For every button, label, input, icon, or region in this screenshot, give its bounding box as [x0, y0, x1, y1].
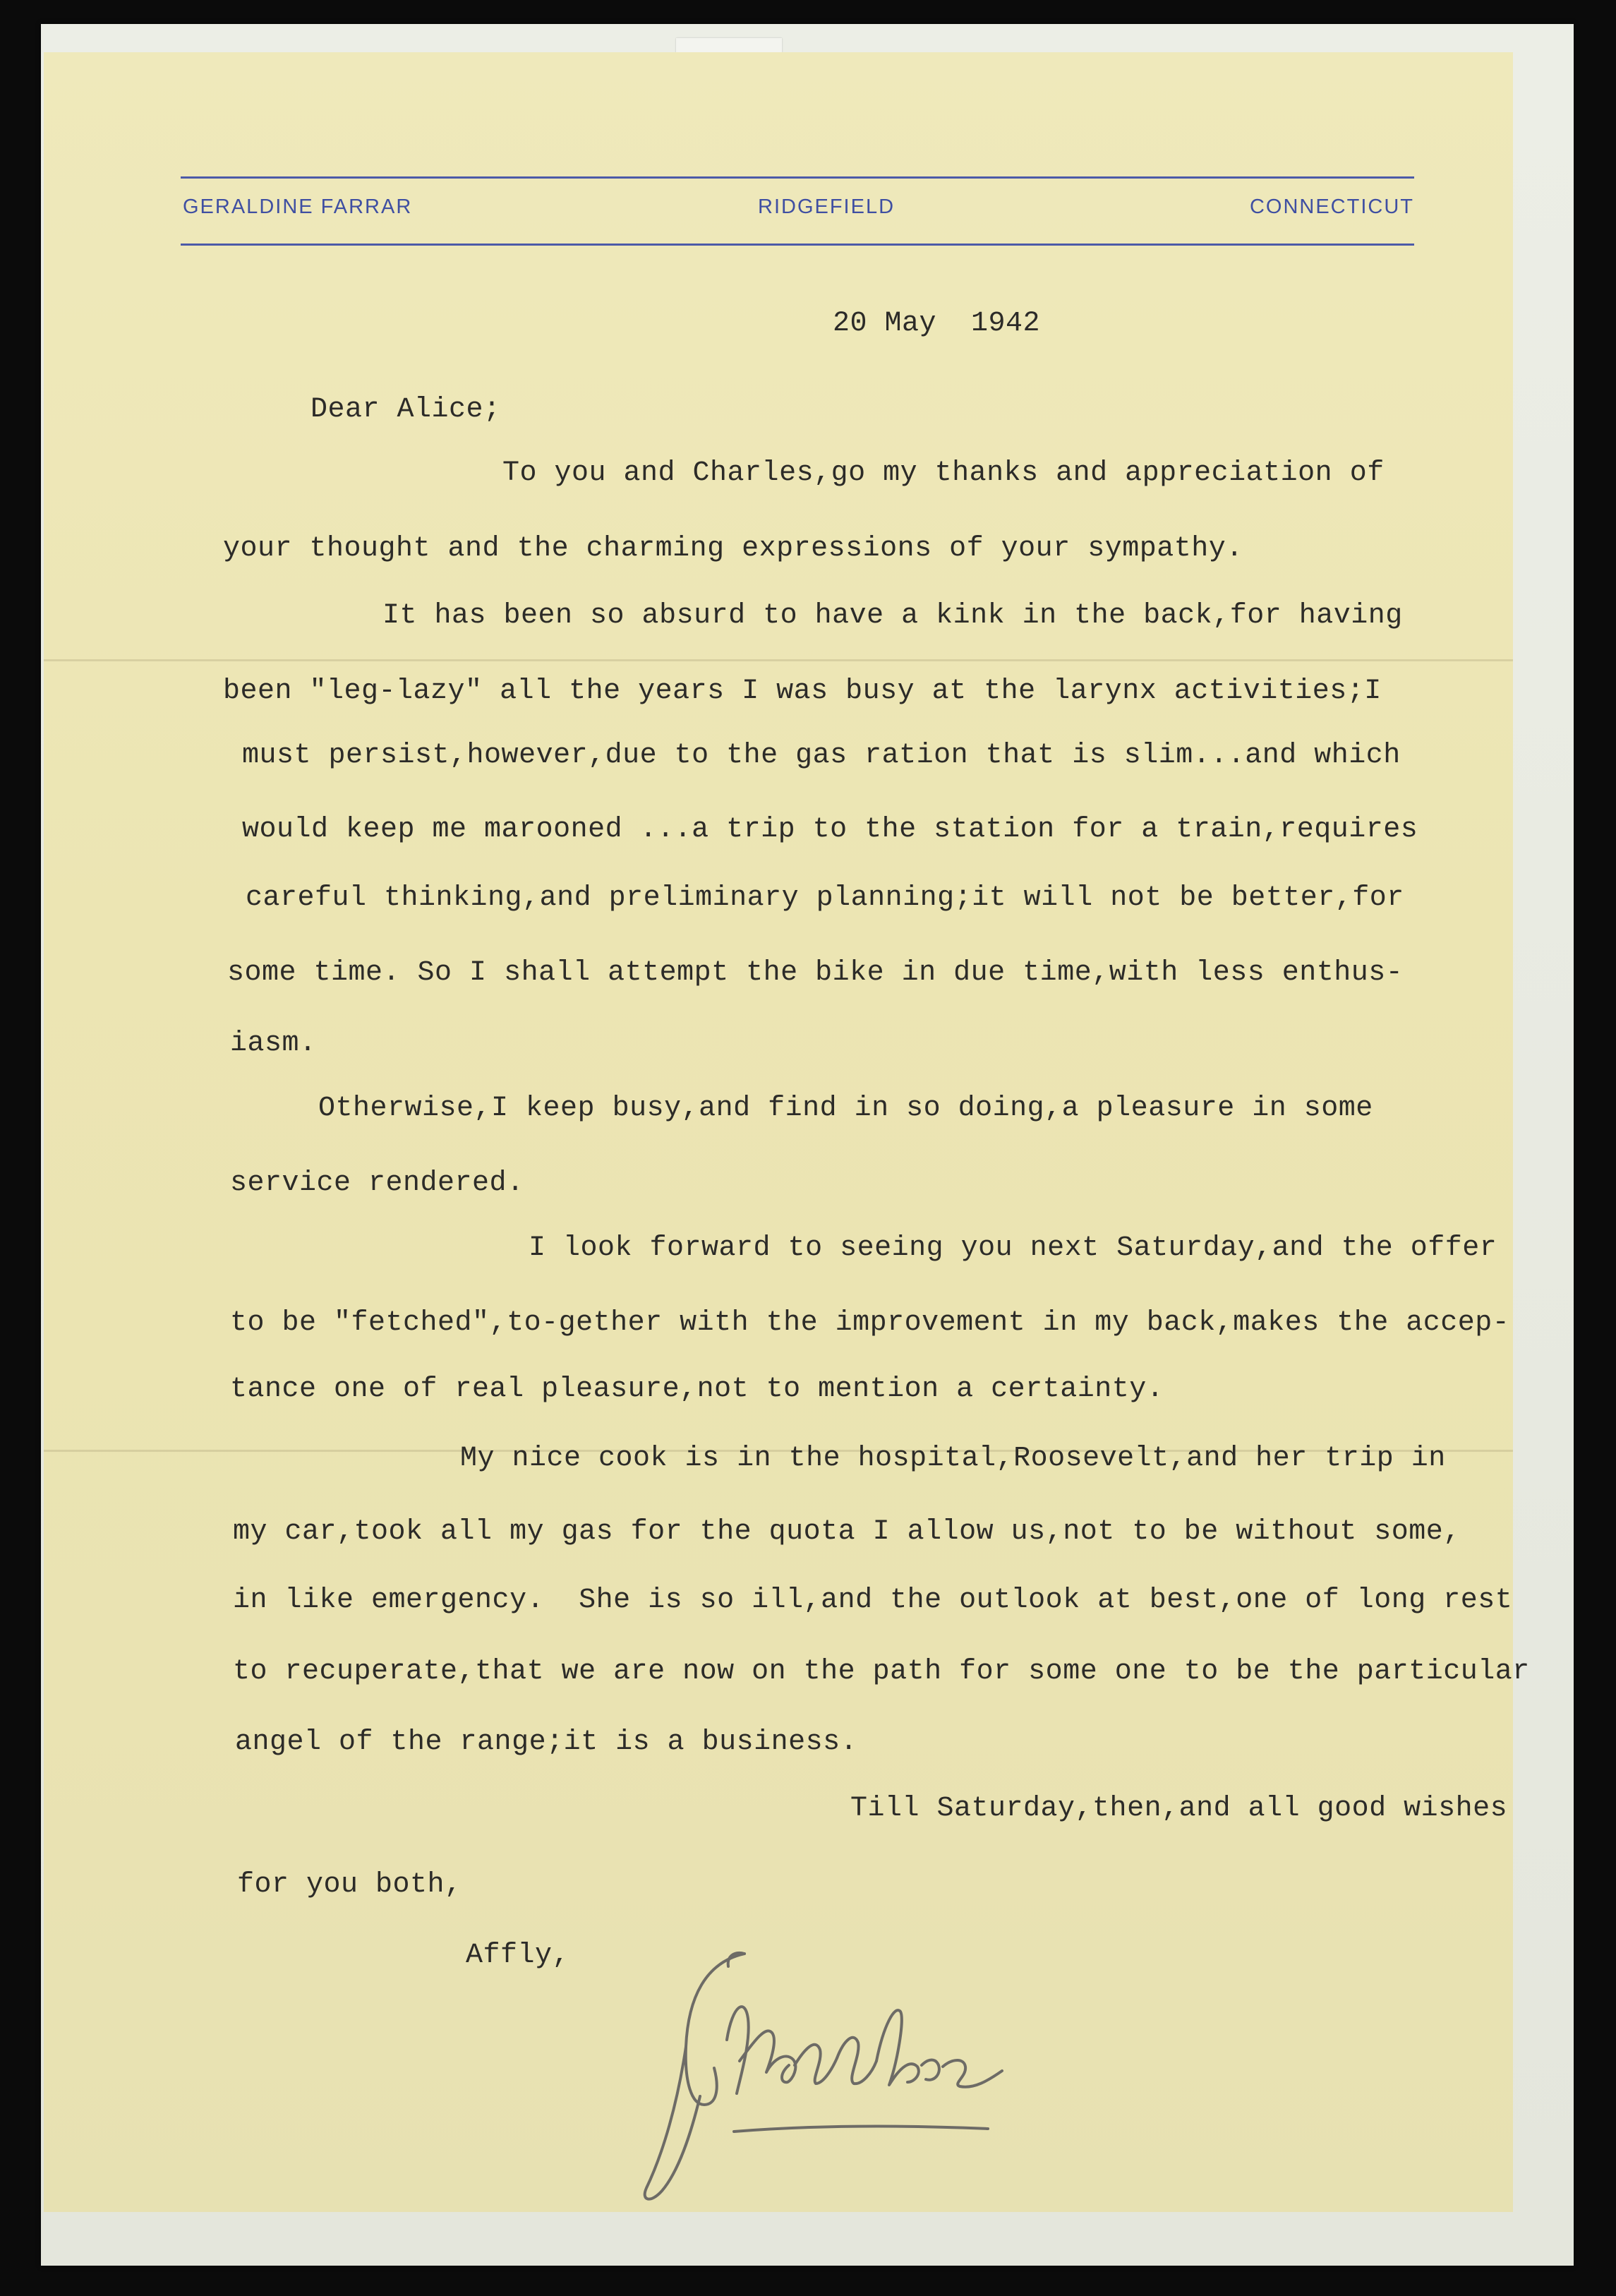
body-line: some time. So I shall attempt the bike in due time,with less enthus-	[227, 957, 1404, 989]
body-line: must persist,however,due to the gas ration that is slim...and which	[242, 740, 1401, 771]
letterhead	[181, 176, 1414, 246]
body-line: been "leg-lazy" all the years I was busy at the larynx activities;I	[223, 675, 1382, 707]
body-line: angel of the range;it is a business.	[235, 1726, 858, 1758]
body-line: tance one of real pleasure,not to mention a certainty.	[230, 1374, 1164, 1405]
body-line: Otherwise,I keep busy,and find in so doing,a pleasure in some	[318, 1093, 1373, 1124]
body-line: in like emergency. She is so ill,and the outlook at best,one of long rest	[233, 1585, 1513, 1616]
body-line: to be "fetched",to-gether with the improvement in my back,makes the accep-	[230, 1307, 1510, 1339]
body-line: iasm.	[230, 1028, 317, 1059]
body-line: would keep me marooned ...a trip to the station for a train,requires	[242, 814, 1418, 846]
letterhead-name: GERALDINE FARRAR	[183, 196, 413, 218]
letterhead-town: RIDGEFIELD	[758, 196, 896, 218]
salutation: Dear Alice;	[310, 394, 501, 426]
body-line: your thought and the charming expressions of your sympathy.	[223, 533, 1243, 565]
handwritten-signature	[621, 1920, 1059, 2216]
body-line: careful thinking,and preliminary planning;it will not be better,for	[246, 882, 1404, 914]
body-line: to recuperate,that we are now on the path for some one to be the particular	[233, 1656, 1530, 1688]
body-line: I look forward to seeing you next Saturday,and the offer	[529, 1232, 1497, 1264]
closing: Affly,	[466, 1940, 570, 1971]
body-line: It has been so absurd to have a kink in the back,for having	[382, 600, 1403, 632]
body-line: for you both,	[237, 1869, 462, 1901]
body-line: To you and Charles,go my thanks and appreciation of	[502, 457, 1385, 489]
body-line: service rendered.	[230, 1167, 524, 1199]
body-line: Till Saturday,then,and all good wishes	[850, 1793, 1508, 1825]
fold-line	[44, 659, 1513, 661]
letter-date: 20 May 1942	[833, 308, 1041, 339]
letterhead-state: CONNECTICUT	[1249, 196, 1414, 218]
body-line: My nice cook is in the hospital,Roosevelt,and her trip in	[460, 1443, 1446, 1474]
body-line: my car,took all my gas for the quota I allow us,not to be without some,	[233, 1516, 1461, 1548]
